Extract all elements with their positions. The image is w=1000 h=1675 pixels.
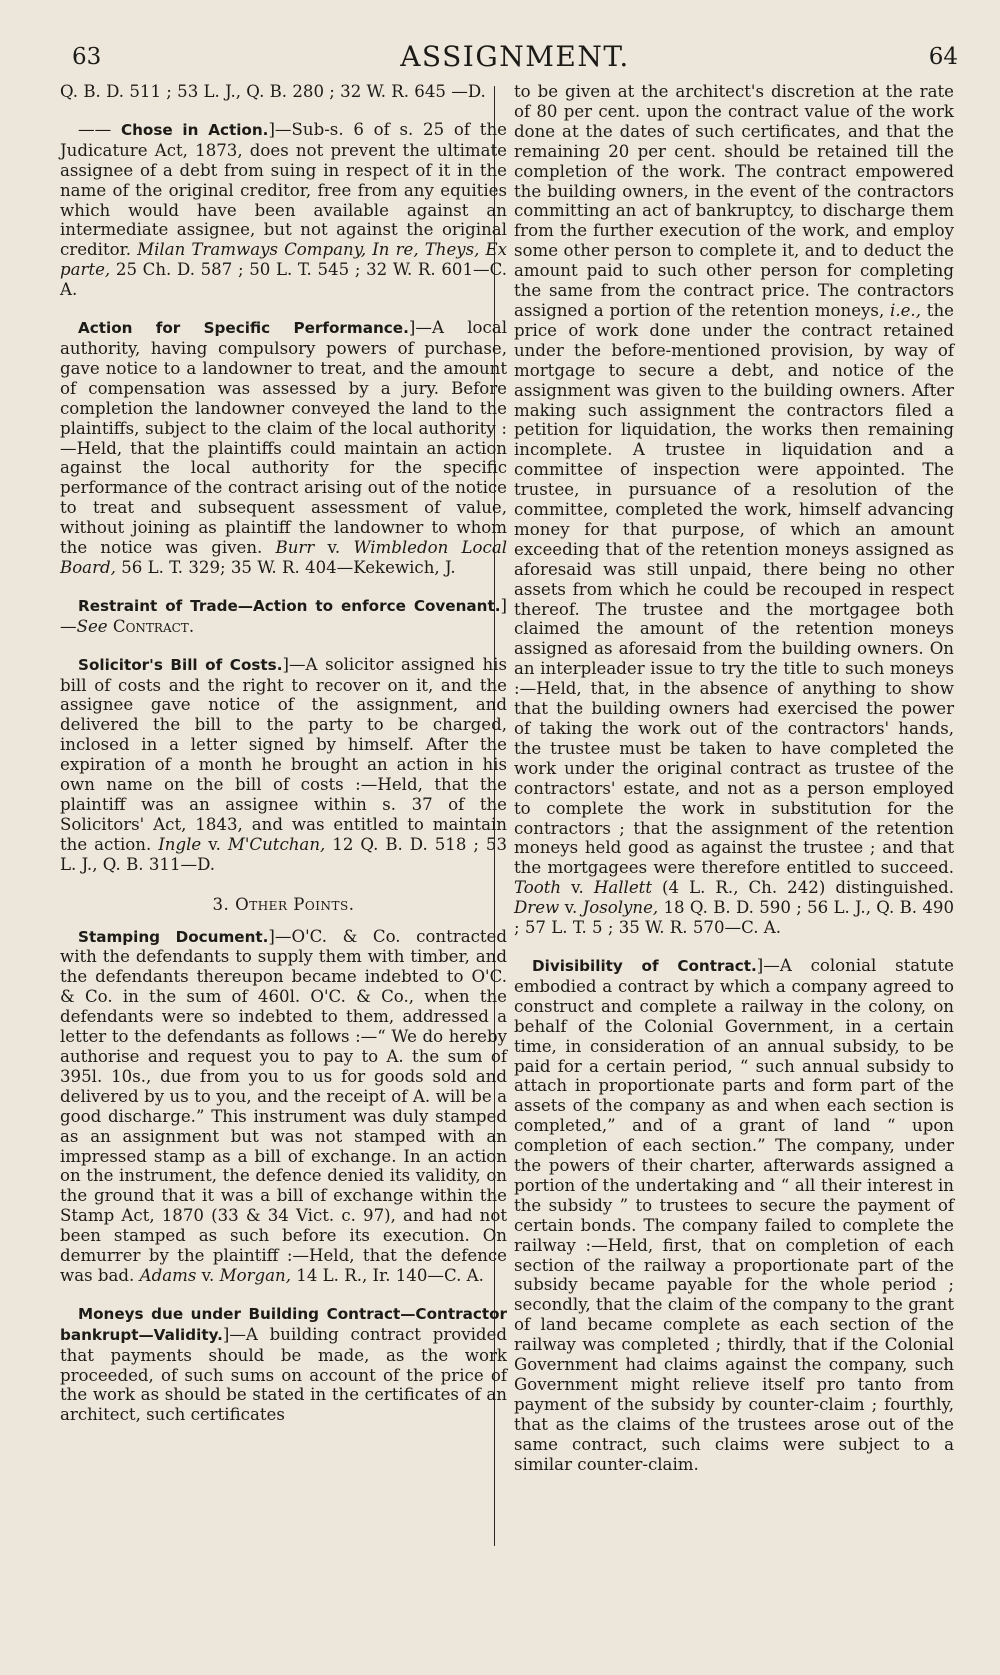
entry-text: the price of work done under the contract retained under the before-mentioned provision, by way of mortgage to secure a debt, and notice of the assignment was given to the building owners. After making such assignment the contractors filed a petition for liquidation, the works then remaining incomplete. A trustee in liquidation and a committee of inspection were appointed. The trustee, in pursuance of a resolution of the committee, completed the work, himself advancing money for that purpose, of which an amount exceeding that of the retention moneys assigned as aforesaid was still unpaid, there being no other assets from which he could be recouped in respect thereof. The trustee and the mortgagee both claimed the amount of the retention moneys assigned as aforesaid from the building owners. On an interpleader issue to try the title to such moneys :—Held, that, in the absence of anything to show that the building owners had exercised the power of taking the work out of the contractors' hands, the trustee must be taken to have completed the work under the original contract as trustee of the contractors' estate, and not as a person employed to complete the work in substitution for the contractors ; that the assignment of the retention moneys held good as against the trustee ; and that the mortgagees were therefore entitled to succeed. xyxy=(514,300,954,878)
section-heading: 3. Other Points. xyxy=(212,894,355,914)
page-number-right: 64 xyxy=(928,44,958,70)
case-name: Josolyne, xyxy=(582,898,659,918)
entry-heading: Solicitor's Bill of Costs. xyxy=(78,655,283,674)
right-column xyxy=(514,82,954,1475)
entry-building-contract xyxy=(60,1304,507,1425)
entry-divisibility xyxy=(514,956,954,1475)
case-name: Drew xyxy=(514,898,560,918)
case-name: Burr xyxy=(275,538,315,558)
citation-continued: Q. B. D. 511 ; 53 L. J., Q. B. 280 ; 32 W. R. 645 —D. xyxy=(60,82,486,101)
entry-text: to be given at the architect's discretion at the rate of 80 per cent. upon the contract value of the work done at the dates of such certificates, and that the remaining 20 per cent. should be retained till the completion of the work. The contract empowered the building owners, in the event of the contractors committing an act of bankruptcy, to discharge them from the further execution of the work, and employ some other person to complete it, and to deduct the amount paid to such other person for completing the same from the contract price. The contractors assigned a portion of the retention moneys, xyxy=(514,82,954,320)
case-name: Ingle xyxy=(158,834,202,854)
entry-heading: Restraint of Trade—Action to enforce Covenant. xyxy=(78,596,501,615)
case-name: Morgan, xyxy=(219,1265,291,1285)
entry-text: ]—O'C. & Co. contracted with the defendants to supply them with timber, and the defendants thereupon became indebted to O'C. & Co. in the sum of 460l. O'C. & Co., when the defendants were so indebted to them, addressed a letter to the defendants as follows :—“ We do hereby authorise and request you to pay to A. the sum of 395l. 10s., due from you to us for goods sold and delivered by us to you, and the receipt of A. will be a good discharge.” This instrument was duly stamped as an assignment but was not stamped with an impressed stamp as a bill of exchange. In an action on the instrument, the defence denied its validity, on the ground that it was a bill of exchange within the Stamp Act, 1870 (33 & 34 Vict. c. 97), and had not been stamped as such before its execution. On demurrer by the plaintiff :—Held, that the defence was bad. xyxy=(60,926,507,1285)
case-name: Tooth xyxy=(514,878,562,898)
case-name: Hallett xyxy=(593,878,653,898)
citation: 56 L. T. 329; 35 W. R. 404—Kekewich, J. xyxy=(121,557,456,577)
entry-text: ]—Sub-s. 6 of s. 25 of the Judicature Act, 1873, does not prevent the ultimate assignee of a debt from suing in respect of it in the name of the original creditor, free from any equities which would have been available against an intermediate assignee, but not against the original creditor. xyxy=(60,119,507,260)
case-name: Wimbledon Local Board, xyxy=(60,538,508,577)
entry-building-contract-continued xyxy=(514,82,954,938)
case-name: Adams xyxy=(139,1265,197,1285)
entry-solicitors-bill xyxy=(60,655,507,875)
entry-text: ]—A local authority, having compulsory powers of purchase, gave notice to a landowner to treat, and the amount of compensation was assessed by a jury. Before completion the landowner conveyed the land to the plaintiffs, subject to the claim of the local authority :—Held, that the plaintiffs could maintain an action against the local authority for the specific performance of the contract arising out of the notice to treat and subsequent assessment of value, without joining as plaintiff the landowner to whom the notice was given. xyxy=(60,318,507,558)
versus: v. xyxy=(571,878,584,898)
entry-restraint-of-trade xyxy=(60,596,507,637)
case-name: M'Cutchan, xyxy=(227,834,326,854)
see-reference-label: See xyxy=(76,616,108,636)
entry-text: ]—A colonial statute embodied a contract by which a company agreed to construct and complete a railway in the colony, on behalf of the Colonial Government, in a certain time, in consideration of an annual subsidy, to be paid for a certain period, “ such annual subsidy to attach in proportionate parts and form part of the assets of the company as and when each section is completed,” and of a grant of land “ upon completion of each section.” The company, under the powers of their charter, afterwards assigned a portion of the undertaking and “ all their interest in the subsidy ” to trustees to secure the payment of certain bonds. The company failed to complete the railway :—Held, first, that on completion of each section of the railway a proportionate part of the subsidy became payable for the whole period ; secondly, that the claim of the company to the grant of land became complete as each section of the railway was completed ; thirdly, that if the Colonial Government had claims against the company, such Government might relieve itself pro tanto from payment of the subsidy by counter-claim ; fourthly, that as the claims of the trustees arose out of the same contract, such claims were subject to a similar counter-claim. xyxy=(514,955,954,1474)
citation: 18 Q. B. D. 590 ; 56 L. J., Q. B. 490 ; 57 L. T. 5 ; 35 W. R. 570—C. A. xyxy=(514,898,955,938)
cross-reference: Contract. xyxy=(112,616,195,636)
left-column xyxy=(60,82,507,1425)
versus: v. xyxy=(327,538,341,558)
entry-chose-in-action xyxy=(60,120,507,300)
case-name: Milan Tramways Company, In re, Theys, Ex parte, xyxy=(60,240,507,280)
entry-heading: Chose in Action. xyxy=(120,120,269,139)
entry-text: ]—A building contract provided that payments should be made, as the work proceeded, of such sums on account of the price of the work as should be stated in the certificates of an architect, such certificates xyxy=(60,1324,507,1425)
citation: 12 Q. B. D. 518 ; 53 L. J., Q. B. 311—D. xyxy=(60,834,508,874)
citation: 25 Ch. D. 587 ; 50 L. T. 545 ; 32 W. R. 601—C. A. xyxy=(60,260,507,300)
entry-heading: Stamping Document. xyxy=(78,927,269,946)
citation: 14 L. R., Ir. 140—C. A. xyxy=(296,1265,484,1285)
entry-text: ]—A solicitor assigned his bill of costs and the right to recover on it, and the assignee gave notice of the assignment, and delivered the bill to the party to be charged, inclosed in a letter signed by himself. After the expiration of a month he brought an action in his own name on the bill of costs :—Held, that the plaintiff was an assignee within s. 37 of the Solicitors' Act, 1843, and was entitled to maintain the action. xyxy=(60,654,507,854)
versus: v. xyxy=(208,834,221,854)
abbreviation: i.e., xyxy=(890,300,921,320)
versus: v. xyxy=(564,898,578,918)
versus: v. xyxy=(201,1265,215,1285)
citation: (4 L. R., Ch. 242) distinguished. xyxy=(662,878,954,898)
entry-stamping-document xyxy=(60,927,507,1286)
page-number-left: 63 xyxy=(72,44,102,70)
entry-specific-performance xyxy=(60,318,507,578)
page-header xyxy=(72,40,958,80)
entry-text: ]— xyxy=(60,595,507,636)
running-title: ASSIGNMENT. xyxy=(400,40,630,73)
entry-heading: Action for Specific Performance. xyxy=(78,319,409,338)
dash: —— xyxy=(78,119,112,139)
entry-heading: Moneys due under Building Contract—Contractor bankrupt—Validity. xyxy=(60,1304,507,1344)
entry-heading: Divisibility of Contract. xyxy=(532,956,757,975)
